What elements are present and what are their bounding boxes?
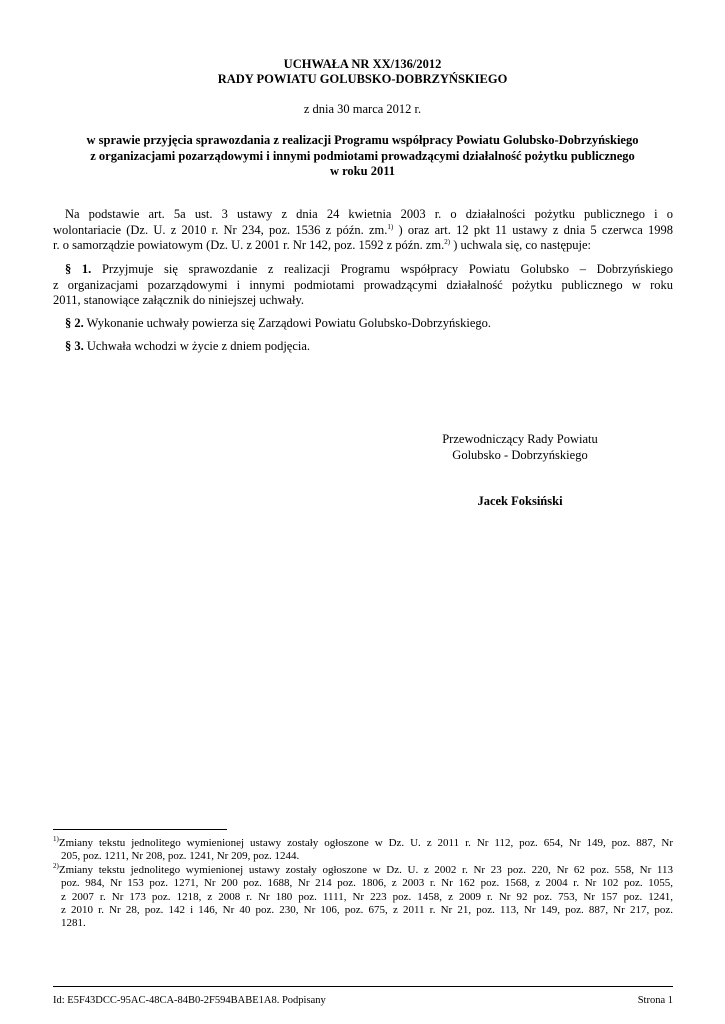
section-marker: § 2. [65, 316, 84, 330]
document-id: Id: E5F43DCC-95AC-48CA-84B0-2F594BABE1A8. Podpisany [53, 995, 326, 1006]
resolution-date: z dnia 30 marca 2012 r. [303, 102, 422, 116]
footnote-line: z 2010 r. Nr 28, poz. 142 i 146, Nr 40 poz. 230, Nr 106, poz. 675, z 2011 r. Nr 21, poz. 113, Nr 149, poz. 887, Nr 217, poz. [61, 904, 673, 917]
preamble-line [53, 238, 673, 254]
section-marker: § 1. [65, 262, 92, 276]
footnote-marker: 1) [53, 835, 59, 843]
council-name: RADY POWIATU GOLUBSKO-DOBRZYŃSKIEGO [217, 72, 508, 86]
footnote-line [53, 837, 673, 850]
footnote-divider [53, 829, 227, 830]
preamble-text: ) uchwala się, co następuje: [450, 238, 591, 252]
footnote-text: Zmiany tekstu jednolitego wymienionej ustawy zostały ogłoszone w Dz. U. z 2011 r. Nr 112, poz. 654, Nr 149, poz. 887, Nr [58, 837, 673, 849]
subject-line: w sprawie przyjęcia sprawozdania z realizacji Programu współpracy Powiatu Golubsko-Dobrzyńskiego [86, 133, 639, 147]
footnote-line: poz. 984, Nr 153 poz. 1271, Nr 200 poz. 1688, Nr 214 poz. 1806, z 2003 r. Nr 162 poz. 1568, z 2004 r. Nr 102 poz. 1055, [61, 877, 673, 890]
footnote-line: 1281. [61, 917, 86, 930]
preamble-text: r. o samorządzie powiatowym (Dz. U. z 2001 r. Nr 142, poz. 1592 z późn. zm. [53, 238, 445, 252]
section-text: Przyjmuje się sprawozdanie z realizacji Programu współpracy Powiatu Golubsko – Dobrzyńskiego [91, 262, 674, 276]
subject-line: z organizacjami pozarządowymi i innymi podmiotami prowadzącymi działalność pożytku publicznego [90, 148, 635, 163]
section-text: Uchwała wchodzi w życie z dniem podjęcia. [83, 339, 311, 353]
preamble [53, 207, 673, 254]
signatory-role [410, 432, 630, 463]
section-line: z organizacjami pozarządowymi i innymi podmiotami prowadzącymi działalność pożytku publicznego w roku [53, 277, 673, 292]
section-marker: § 3. [65, 339, 84, 353]
section-1 [53, 262, 673, 309]
footnote-line: z 2007 r. Nr 173 poz. 1218, z 2008 r. Nr 180 poz. 1111, Nr 223 poz. 1458, z 2009 r. Nr 92 poz. 753, Nr 157 poz. 1241, [61, 890, 673, 903]
section-line [53, 339, 673, 355]
footnote-1 [53, 837, 673, 864]
preamble-line: Na podstawie art. 5a ust. 3 ustawy z dnia 24 kwietnia 2003 r. o działalności pożytku publicznego i o [65, 207, 673, 221]
preamble-text: ) oraz art. 12 pkt 11 ustawy z dnia 5 czerwca 1998 [393, 222, 674, 237]
signatory-role-line: Golubsko - Dobrzyńskiego [452, 447, 588, 462]
footnote-text: Zmiany tekstu jednolitego wymienionej ustawy zostały ogłoszone w Dz. U. z 2002 r. Nr 23 poz. 220, Nr 62 poz. 558, Nr 113 [58, 863, 673, 876]
section-line: 2011, stanowiące załącznik do niniejszej uchwały. [53, 293, 305, 307]
resolution-subject [40, 133, 685, 180]
preamble-text: wolontariacie (Dz. U. z 2010 r. Nr 234, poz. 1536 z późn. zm. [53, 222, 388, 237]
section-line [53, 262, 673, 278]
footer-divider [53, 986, 673, 987]
footnote-line [53, 861, 673, 877]
subject-line: w roku 2011 [329, 164, 396, 178]
footnotes [53, 837, 673, 931]
footnote-line: 205, poz. 1211, Nr 208, poz. 1241, Nr 209, poz. 1244. [61, 850, 300, 863]
signatory-name: Jacek Foksiński [477, 494, 563, 508]
footnote-marker: 2) [53, 861, 59, 870]
resolution-number: UCHWAŁA NR XX/136/2012 [283, 57, 442, 71]
footnote-2 [53, 861, 673, 931]
signatory-role-line: Przewodniczący Rady Powiatu [442, 432, 598, 446]
section-text: Wykonanie uchwały powierza się Zarządowi Powiatu Golubsko-Dobrzyńskiego. [83, 316, 491, 330]
section-2 [53, 316, 673, 332]
section-3 [53, 339, 673, 355]
footnote-ref: 1) [387, 222, 394, 231]
footnote-ref: 2) [444, 238, 451, 246]
page-number: Strona 1 [637, 995, 673, 1006]
section-line [53, 316, 673, 332]
preamble-line [53, 223, 673, 239]
